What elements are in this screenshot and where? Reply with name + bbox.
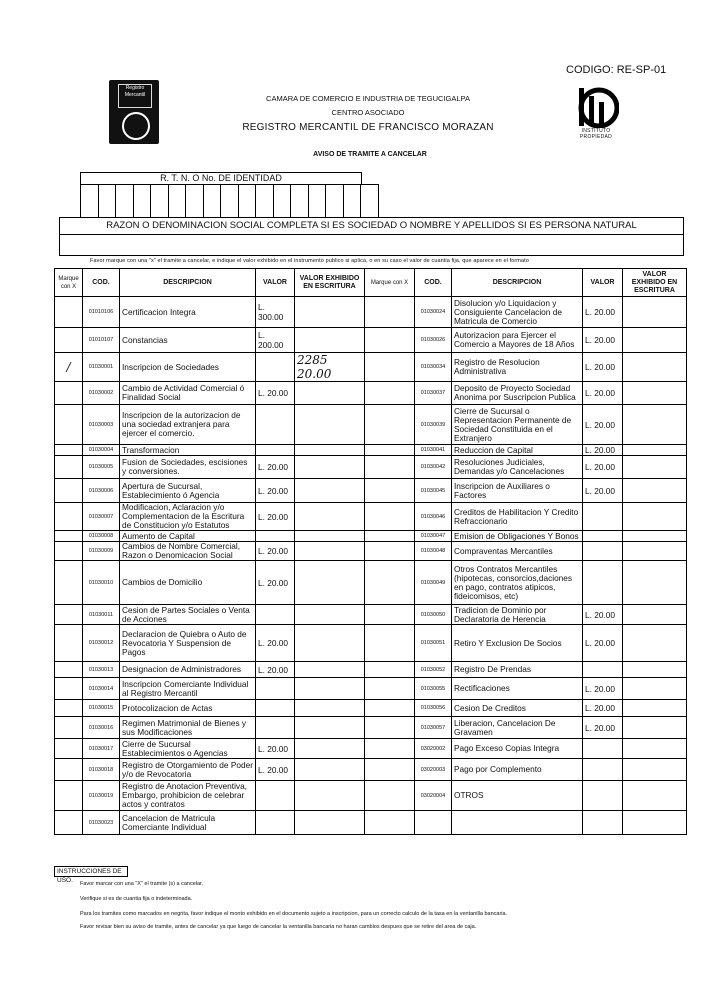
- table-row: [55, 781, 687, 811]
- code-left: 01030004: [83, 445, 120, 456]
- marque-cell-right[interactable]: [365, 531, 415, 542]
- desc-left: Designacion de Administradores: [120, 662, 256, 678]
- table-row: [55, 353, 687, 382]
- code-left: 01030010: [83, 561, 120, 605]
- code-left: 01030013: [83, 662, 120, 678]
- marque-cell[interactable]: [55, 382, 83, 405]
- code-right: 01030024: [415, 297, 452, 328]
- valor-exhibido-right[interactable]: [623, 561, 687, 605]
- code-right: 03020002: [415, 739, 452, 759]
- valor-exhibido-right[interactable]: [623, 678, 687, 700]
- marque-cell-right[interactable]: [365, 605, 415, 625]
- desc-right: Otros Contratos Mercantiles (hipotecas, consorcios,daciones en pago, contratos atipicos, fideicomisos, etc): [452, 561, 583, 605]
- valor-exhibido-right[interactable]: [623, 625, 687, 662]
- table-row: [55, 662, 687, 678]
- desc-left: Aumento de Capital: [120, 531, 256, 542]
- code-right: 01030045: [415, 479, 452, 503]
- valor-left: L. 20.00: [256, 662, 295, 678]
- valor-right: [583, 781, 623, 811]
- marque-cell[interactable]: [55, 662, 83, 678]
- chamber-name: CAMARA DE COMERCIO E INDUSTRIA DE TEGUCIGALPA: [266, 94, 470, 103]
- desc-left: Regimen Matrimonial de Bienes y sus Modificaciones: [120, 717, 256, 739]
- desc-right: Pago por Complemento: [452, 759, 583, 781]
- valor-left: L. 20.00: [256, 625, 295, 662]
- table-row: [55, 678, 687, 700]
- code-left: 01030011: [83, 605, 120, 625]
- code-left: 01030016: [83, 717, 120, 739]
- marque-cell-right[interactable]: [365, 328, 415, 353]
- code-right: 01030041: [415, 445, 452, 456]
- valor-right: L. 20.00: [583, 678, 623, 700]
- code-left: 01030018: [83, 759, 120, 781]
- note-4: Favor revisar bien su aviso de tramite, antes de cancelar ya que luego de cancelar la ventanilla bancaria no haran cambios despues que se retire del area de caja.: [80, 924, 477, 930]
- valor-exhibido-right[interactable]: [623, 531, 687, 542]
- marque-cell[interactable]: [55, 739, 83, 759]
- table-row: [55, 561, 687, 605]
- valor-right: L. 20.00: [583, 445, 623, 456]
- desc-right: Inscripcion de Auxiliares o Factores: [452, 479, 583, 503]
- valor-left: L. 20.00: [256, 542, 295, 561]
- desc-left: Inscripcion de Sociedades: [120, 353, 256, 382]
- code-left: 01030023: [83, 811, 120, 835]
- valor-exhibido-left[interactable]: [295, 759, 365, 781]
- form-title: AVISO DE TRAMITE A CANCELAR: [313, 151, 427, 158]
- valor-exhibido-left[interactable]: [295, 662, 365, 678]
- code-left: 01030005: [83, 456, 120, 479]
- col-marque-right: Marque con X: [365, 269, 415, 297]
- valor-right: [583, 759, 623, 781]
- desc-right: Creditos de Habilitacion Y Credito Refraccionario: [452, 503, 583, 531]
- valor-right: L. 20.00: [583, 353, 623, 382]
- valor-left: [256, 605, 295, 625]
- valor-right: L. 20.00: [583, 405, 623, 445]
- marque-cell[interactable]: [55, 353, 83, 382]
- code-left: 01010107: [83, 328, 120, 353]
- marque-cell-right[interactable]: [365, 700, 415, 717]
- code-left: 01030002: [83, 382, 120, 405]
- razon-social-field[interactable]: [59, 233, 684, 256]
- valor-exhibido-left[interactable]: [295, 739, 365, 759]
- desc-right: OTROS: [452, 781, 583, 811]
- marque-cell[interactable]: [55, 781, 83, 811]
- center-name: CENTRO ASOCIADO: [331, 108, 405, 117]
- col-valor: VALOR: [256, 269, 295, 297]
- code-right: 03020003: [415, 759, 452, 781]
- code-left: 01030003: [83, 405, 120, 445]
- valor-right: L. 20.00: [583, 382, 623, 405]
- desc-right: Registro de Resolucion Administrativa: [452, 353, 583, 382]
- instructions-heading: INSTRUCCIONES DE USO.: [54, 866, 128, 877]
- table-row: [55, 542, 687, 561]
- code-left: 01030008: [83, 531, 120, 542]
- desc-left: Modificacion, Aclaracion y/o Complementacion de la Escritura de Constitucion y/o Estatutos: [120, 503, 256, 531]
- valor-left: L. 20.00: [256, 561, 295, 605]
- valor-right: L. 20.00: [583, 717, 623, 739]
- code-right: 01030037: [415, 382, 452, 405]
- valor-exhibido-left[interactable]: [295, 328, 365, 353]
- desc-right: Cesion De Creditos: [452, 700, 583, 717]
- valor-exhibido-right[interactable]: [623, 662, 687, 678]
- table-row: [55, 759, 687, 781]
- valor-right: L. 20.00: [583, 297, 623, 328]
- marque-cell[interactable]: [55, 328, 83, 353]
- valor-left: L. 20.00: [256, 382, 295, 405]
- valor-exhibido-left[interactable]: [295, 811, 365, 835]
- code-right: 03020004: [415, 781, 452, 811]
- desc-right: Disolucion y/o Liquidacion y Consiguiente Cancelacion de Matricula de Comercio: [452, 297, 583, 328]
- valor-exhibido-right[interactable]: [623, 503, 687, 531]
- desc-left: Fusion de Sociedades, escisiones y conversiones.: [120, 456, 256, 479]
- marque-cell-right[interactable]: [365, 811, 415, 835]
- rtn-boxes[interactable]: [80, 184, 379, 216]
- marque-cell-right[interactable]: [365, 662, 415, 678]
- marque-cell-right[interactable]: [365, 456, 415, 479]
- marque-cell[interactable]: [55, 542, 83, 561]
- code-left: 01030012: [83, 625, 120, 662]
- valor-exhibido-left[interactable]: [295, 456, 365, 479]
- desc-right: Compraventas Mercantiles: [452, 542, 583, 561]
- desc-left: Cambios de Domicilio: [120, 561, 256, 605]
- code-right: 01030051: [415, 625, 452, 662]
- valor-left: [256, 353, 295, 382]
- marque-cell[interactable]: [55, 503, 83, 531]
- desc-left: Transformacion: [120, 445, 256, 456]
- valor-exhibido-left[interactable]: [295, 503, 365, 531]
- col-valor-exhibido-right: VALOR EXHIBIDO EN ESCRITURA: [623, 269, 687, 297]
- valor-exhibido-right[interactable]: [623, 781, 687, 811]
- table-row: [55, 503, 687, 531]
- desc-left: Cesion de Partes Sociales o Venta de Acciones: [120, 605, 256, 625]
- col-valor-exhibido: VALOR EXHIBIDO EN ESCRITURA: [295, 269, 365, 297]
- valor-left: L. 20.00: [256, 759, 295, 781]
- valor-exhibido-left[interactable]: [295, 405, 365, 445]
- valor-left: L. 300.00: [256, 297, 295, 328]
- instructions-line: Favor marque con una "x" el tramite a cancelar, e indique el valor exhibido en el instrumento publico si aplica, o en su caso el valor de cuantia fija, que aparece en el formato: [90, 258, 529, 264]
- valor-exhibido-left[interactable]: [295, 382, 365, 405]
- valor-exhibido-right[interactable]: [623, 456, 687, 479]
- handwritten-mark: /: [66, 360, 71, 374]
- desc-right: Liberacion, Cancelacion De Gravamen: [452, 717, 583, 739]
- marque-cell-right[interactable]: [365, 479, 415, 503]
- marque-cell-right[interactable]: [365, 297, 415, 328]
- valor-right: L. 20.00: [583, 625, 623, 662]
- desc-left: Inscripcion Comerciante Individual al Registro Mercantil: [120, 678, 256, 700]
- code-right: 01030052: [415, 662, 452, 678]
- code-left: 01030007: [83, 503, 120, 531]
- desc-right: Retiro Y Exclusion De Socios: [452, 625, 583, 662]
- marque-cell-right[interactable]: [365, 405, 415, 445]
- valor-exhibido-left[interactable]: [295, 717, 365, 739]
- desc-left: Constancias: [120, 328, 256, 353]
- valor-left: [256, 811, 295, 835]
- valor-exhibido-left[interactable]: [295, 605, 365, 625]
- marque-cell-right[interactable]: [365, 781, 415, 811]
- marque-cell-right[interactable]: [365, 759, 415, 781]
- marque-cell[interactable]: [55, 531, 83, 542]
- valor-exhibido-right[interactable]: [623, 759, 687, 781]
- desc-left: Cambios de Nombre Comercial, Razon o Denomicacion Social: [120, 542, 256, 561]
- form-code: CODIGO: RE-SP-01: [566, 64, 667, 76]
- marque-cell-right[interactable]: [365, 382, 415, 405]
- code-right: 01030056: [415, 700, 452, 717]
- desc-right: Autorizacion para Ejercer el Comercio a Mayores de 18 Años: [452, 328, 583, 353]
- col-descripcion-right: DESCRIPCION: [452, 269, 583, 297]
- marque-cell[interactable]: [55, 700, 83, 717]
- valor-exhibido-right[interactable]: [623, 542, 687, 561]
- desc-right: Rectificaciones: [452, 678, 583, 700]
- valor-right: [583, 531, 623, 542]
- code-right: 01030048: [415, 542, 452, 561]
- valor-right: [583, 561, 623, 605]
- desc-left: Registro de Anotacion Preventiva, Embargo, prohibicion de celebrar actos y contratos: [120, 781, 256, 811]
- valor-exhibido-right[interactable]: [623, 605, 687, 625]
- valor-left: L. 200.00: [256, 328, 295, 353]
- desc-left: Apertura de Sucursal, Establecimiento ó Agencia: [120, 479, 256, 503]
- marque-cell[interactable]: [55, 456, 83, 479]
- marque-cell-right[interactable]: [365, 625, 415, 662]
- valor-exhibido-right[interactable]: [623, 717, 687, 739]
- marque-cell[interactable]: [55, 445, 83, 456]
- code-left: 01030006: [83, 479, 120, 503]
- desc-right: Pago Exceso Copias Integra: [452, 739, 583, 759]
- marque-cell-right[interactable]: [365, 542, 415, 561]
- desc-right: Registro De Prendas: [452, 662, 583, 678]
- valor-exhibido-right[interactable]: [623, 700, 687, 717]
- logo-text: Registro Mercantil: [118, 84, 152, 108]
- code-left: 01030009: [83, 542, 120, 561]
- marque-cell[interactable]: [55, 605, 83, 625]
- code-right: 01030049: [415, 561, 452, 605]
- desc-right: Cierre de Sucursal o Representacion Permanente de Sociedad Constituida en el Extranjero: [452, 405, 583, 445]
- marque-cell-right[interactable]: [365, 561, 415, 605]
- valor-right: [583, 503, 623, 531]
- registry-name: REGISTRO MERCANTIL DE FRANCISCO MORAZAN: [242, 122, 494, 133]
- table-row: [55, 382, 687, 405]
- valor-exhibido-right[interactable]: [623, 405, 687, 445]
- valor-exhibido-left[interactable]: [295, 445, 365, 456]
- desc-right: [452, 811, 583, 835]
- col-cod-right: COD.: [415, 269, 452, 297]
- valor-exhibido-left[interactable]: [295, 297, 365, 328]
- table-row: [55, 531, 687, 542]
- valor-right: [583, 811, 623, 835]
- table-row: [55, 811, 687, 835]
- desc-right: Deposito de Proyecto Sociedad Anonima por Suscripcion Publica: [452, 382, 583, 405]
- valor-left: L. 20.00: [256, 456, 295, 479]
- marque-cell[interactable]: [55, 561, 83, 605]
- desc-right: Reduccion de Capital: [452, 445, 583, 456]
- valor-exhibido-left[interactable]: [295, 353, 365, 382]
- marque-cell[interactable]: [55, 759, 83, 781]
- table-row: [55, 328, 687, 353]
- note-3: Para los tramites como marcados en negrita, favor indique el monto exhibido en el documento sujeto a inscripcion, para un correcto calculo de la tasa en la ventanilla bancaria.: [80, 911, 508, 917]
- table-row: [55, 717, 687, 739]
- valor-exhibido-left[interactable]: [295, 542, 365, 561]
- desc-left: Cierre de Sucursal Establecimientos o Agencias: [120, 739, 256, 759]
- table-row: [55, 405, 687, 445]
- valor-exhibido-right[interactable]: [623, 811, 687, 835]
- valor-exhibido-left[interactable]: [295, 700, 365, 717]
- valor-left: L. 20.00: [256, 739, 295, 759]
- note-1: Favor marcar con una "X" el tramite (s) a cancelar.: [80, 881, 204, 887]
- marque-cell-right[interactable]: [365, 503, 415, 531]
- desc-right: Tradicion de Dominio por Declaratoria de Herencia: [452, 605, 583, 625]
- valor-left: [256, 445, 295, 456]
- col-marque: Marque con X: [55, 269, 83, 297]
- code-right: 01030057: [415, 717, 452, 739]
- table-row: [55, 625, 687, 662]
- valor-left: [256, 678, 295, 700]
- valor-exhibido-right[interactable]: [623, 382, 687, 405]
- code-right: 01030042: [415, 456, 452, 479]
- desc-right: Resoluciones Judiciales, Demandas y/o Cancelaciones: [452, 456, 583, 479]
- code-left: 01030014: [83, 678, 120, 700]
- table-row: [55, 700, 687, 717]
- table-row: [55, 297, 687, 328]
- valor-exhibido-left[interactable]: [295, 678, 365, 700]
- desc-left: Protocolizacion de Actas: [120, 700, 256, 717]
- valor-exhibido-left[interactable]: [295, 781, 365, 811]
- desc-left: Declaracion de Quiebra o Auto de Revocatoria Y Suspension de Pagos: [120, 625, 256, 662]
- valor-exhibido-right[interactable]: [623, 739, 687, 759]
- valor-left: [256, 717, 295, 739]
- valor-left: [256, 781, 295, 811]
- desc-left: Certificacion Integra: [120, 297, 256, 328]
- handwritten-amount: 2285 20.00: [297, 353, 332, 381]
- code-left: 01030015: [83, 700, 120, 717]
- marque-cell[interactable]: [55, 297, 83, 328]
- marque-cell[interactable]: [55, 678, 83, 700]
- code-left: 01030017: [83, 739, 120, 759]
- table-row: [55, 456, 687, 479]
- desc-right: Emision de Obligaciones Y Bonos: [452, 531, 583, 542]
- valor-exhibido-left[interactable]: [295, 561, 365, 605]
- marque-cell-right[interactable]: [365, 717, 415, 739]
- valor-right: [583, 739, 623, 759]
- valor-left: [256, 405, 295, 445]
- marque-cell-right[interactable]: [365, 678, 415, 700]
- code-right: 01030034: [415, 353, 452, 382]
- col-cod: COD.: [83, 269, 120, 297]
- desc-left: Inscripcion de la autorizacion de una sociedad extranjera para ejercer el comercio.: [120, 405, 256, 445]
- table-row: [55, 479, 687, 503]
- rtn-label: R. T. N. O No. DE IDENTIDAD: [80, 172, 362, 185]
- valor-left: L. 20.00: [256, 479, 295, 503]
- table-row: [55, 739, 687, 759]
- marque-cell[interactable]: [55, 405, 83, 445]
- valor-left: L. 20.00: [256, 503, 295, 531]
- valor-exhibido-left[interactable]: [295, 479, 365, 503]
- valor-exhibido-right[interactable]: [623, 328, 687, 353]
- marque-cell-right[interactable]: [365, 353, 415, 382]
- desc-left: Registro de Otorgamiento de Poder y/o de Revocatoria: [120, 759, 256, 781]
- valor-exhibido-left[interactable]: [295, 625, 365, 662]
- desc-left: Cambio de Actividad Comercial ó Finalidad Social: [120, 382, 256, 405]
- code-left: 01030001: [83, 353, 120, 382]
- instituto-propiedad-logo: [575, 84, 619, 128]
- valor-right: [583, 662, 623, 678]
- code-right: 01030039: [415, 405, 452, 445]
- code-right: [415, 811, 452, 835]
- marque-cell-right[interactable]: [365, 445, 415, 456]
- valor-right: L. 20.00: [583, 456, 623, 479]
- code-right: 01030026: [415, 328, 452, 353]
- valor-exhibido-right[interactable]: [623, 479, 687, 503]
- valor-exhibido-right[interactable]: [623, 297, 687, 328]
- valor-right: L. 20.00: [583, 479, 623, 503]
- col-valor-right: VALOR: [583, 269, 623, 297]
- tramites-table: [54, 268, 687, 835]
- marque-cell[interactable]: [55, 811, 83, 835]
- razon-social-label: RAZON O DENOMINACION SOCIAL COMPLETA SI ES SOCIEDAD O NOMBRE Y APELLIDOS SI ES PERSONA NATURAL: [59, 217, 684, 235]
- valor-right: L. 20.00: [583, 605, 623, 625]
- valor-exhibido-left[interactable]: [295, 531, 365, 542]
- valor-left: [256, 531, 295, 542]
- note-2: Verifique si es de cuantia fija o indeterminada.: [80, 896, 193, 902]
- table-row: [55, 445, 687, 456]
- valor-exhibido-right[interactable]: [623, 445, 687, 456]
- marque-cell[interactable]: [55, 479, 83, 503]
- code-left: 01030019: [83, 781, 120, 811]
- marque-cell[interactable]: [55, 625, 83, 662]
- marque-cell-right[interactable]: [365, 739, 415, 759]
- valor-exhibido-right[interactable]: [623, 353, 687, 382]
- valor-right: L. 20.00: [583, 328, 623, 353]
- code-right: 01030050: [415, 605, 452, 625]
- institute-label: INSTITUTO PROPIEDAD: [579, 128, 613, 140]
- code-right: 01030046: [415, 503, 452, 531]
- code-left: 01010106: [83, 297, 120, 328]
- valor-left: [256, 700, 295, 717]
- valor-right: [583, 542, 623, 561]
- code-right: 01030047: [415, 531, 452, 542]
- col-descripcion: DESCRIPCION: [120, 269, 256, 297]
- code-right: 01030055: [415, 678, 452, 700]
- desc-left: Cancelacion de Matricula Comerciante Individual: [120, 811, 256, 835]
- valor-right: L. 20.00: [583, 700, 623, 717]
- marque-cell[interactable]: [55, 717, 83, 739]
- table-row: [55, 605, 687, 625]
